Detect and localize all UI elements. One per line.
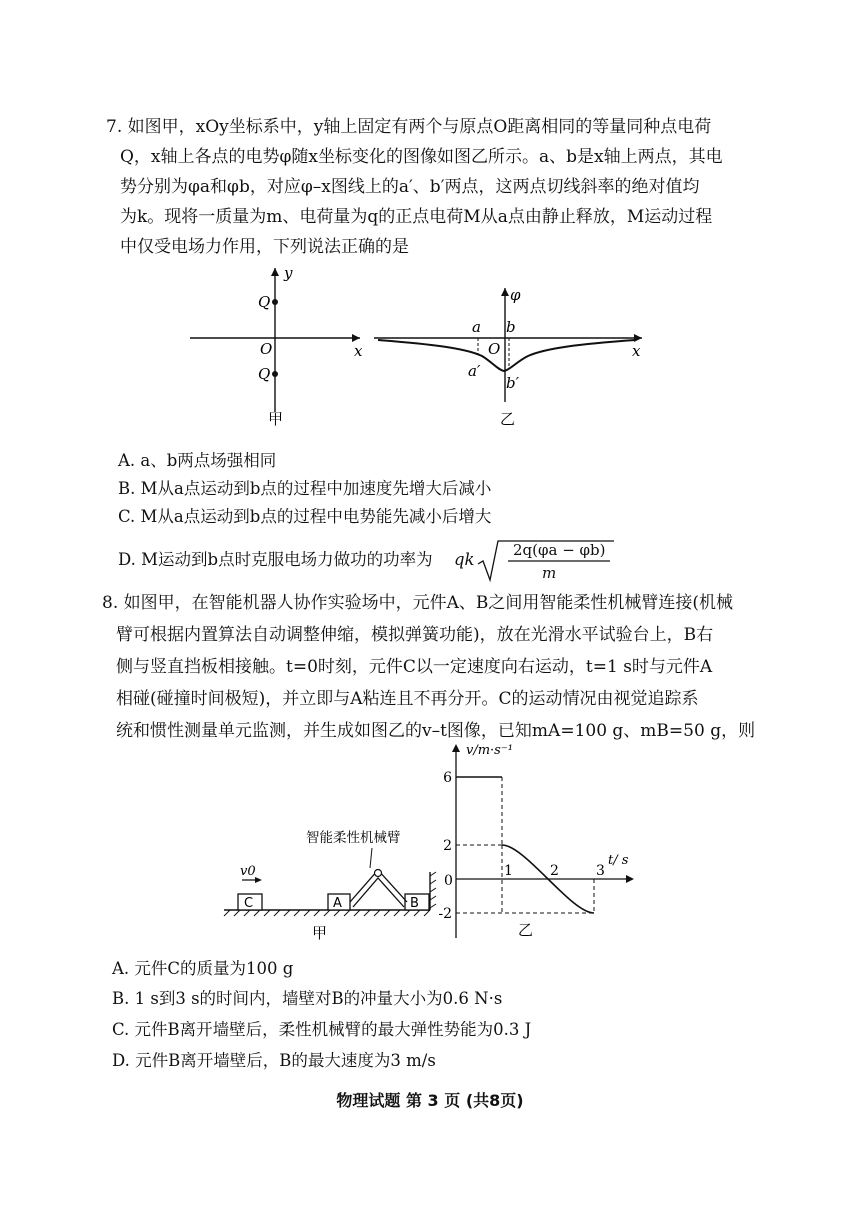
y-tick-label: 2: [443, 838, 452, 854]
q7-figure-yi: [370, 282, 650, 432]
y-tick-label: -2: [438, 906, 452, 922]
q8-option-d[interactable]: D. 元件B离开墙壁后，B的最大速度为3 m/s: [112, 1051, 436, 1070]
q8-figure-jia: [220, 820, 440, 940]
arm-label: 智能柔性机械臂: [306, 830, 401, 846]
y-axis-label: y: [284, 264, 293, 282]
q7-line-5: 中仅受电场力作用，下列说法正确的是: [120, 237, 409, 257]
q7-figure-jia: [180, 262, 370, 432]
q7-option-a[interactable]: A. a、b两点场强相同: [118, 451, 277, 470]
x-tick-label: 3: [596, 863, 605, 879]
q8-line-4: 相碰(碰撞时间极短)，并立即与A粘连且不再分开。C的运动情况由视觉追踪系: [116, 689, 699, 709]
q7-option-b[interactable]: B. M从a点运动到b点的过程中加速度先增大后减小: [118, 479, 492, 498]
q7-option-c[interactable]: C. M从a点运动到b点的过程中电势能先减小后增大: [118, 507, 492, 526]
q8-option-c[interactable]: C. 元件B离开墙壁后，柔性机械臂的最大弹性势能为0.3 J: [112, 1020, 532, 1039]
x-tick-label: 1: [504, 863, 513, 879]
arm-joint: [375, 870, 382, 877]
point-a-label: a: [472, 318, 481, 336]
chart-origin-label: 0: [444, 873, 453, 889]
figure-caption: 甲: [312, 924, 328, 942]
charge-bottom-label: Q: [258, 365, 271, 383]
q7-line-2: Q，x轴上各点的电势φ随x坐标变化的图像如图乙所示。a、b是x轴上两点，其电: [120, 147, 723, 167]
charge-top-label: Q: [258, 293, 271, 311]
figure-caption: 乙: [500, 410, 516, 428]
q8-option-a[interactable]: A. 元件C的质量为100 g: [112, 959, 294, 978]
arm-pointer: [370, 848, 372, 868]
x-axis-label: x: [354, 342, 363, 360]
q8-line-5: 统和惯性测量单元监测，并生成如图乙的v–t图像，已知mA=100 g、mB=50 g，则: [116, 721, 756, 741]
potential-curve: [378, 340, 635, 371]
q8-line-3: 侧与竖直挡板相接触。t=0时刻，元件C以一定速度向右运动，t=1 s时与元件A: [116, 657, 713, 677]
figure-caption: 乙: [518, 921, 534, 939]
block-a-label: A: [333, 896, 342, 911]
fraction-numerator: 2q(φa − φb): [513, 541, 606, 559]
q7-line-3: 势分别为φa和φb，对应φ–x图线上的a′、b′两点，这两点切线斜率的绝对值均: [120, 177, 700, 197]
q8-vt-chart: [440, 740, 640, 945]
y-axis-label: v/m·s⁻¹: [466, 743, 513, 758]
figure-caption: 甲: [268, 410, 284, 428]
option-d-text: D. M运动到b点时克服电场力做功的功率为: [118, 550, 433, 569]
table-hatch: [224, 910, 430, 916]
wall-hatch: [430, 872, 436, 908]
fraction-denominator: m: [542, 564, 557, 582]
point-b-label: b: [506, 318, 516, 336]
origin-label: O: [260, 340, 273, 358]
q7-line-1: 7. 如图甲，xOy坐标系中，y轴上固定有两个与原点O距离相同的等量同种点电荷: [106, 117, 712, 137]
q7-line-4: 为k。现将一质量为m、电荷量为q的正点电荷M从a点由静止释放，M运动过程: [120, 207, 713, 227]
origin-label: O: [488, 340, 501, 358]
x-tick-label: 2: [550, 863, 559, 879]
option-d-qk: qk: [454, 550, 475, 569]
robotic-arm-inner: [353, 878, 404, 907]
block-c-label: C: [244, 896, 254, 911]
charge-bottom-dot: [272, 371, 278, 377]
v0-label: v0: [240, 864, 256, 879]
page-footer: 物理试题 第 3 页 (共8页): [336, 1091, 524, 1110]
x-axis-label: x: [632, 342, 641, 360]
x-axis-label: t/ s: [608, 853, 629, 868]
q8-option-b[interactable]: B. 1 s到3 s的时间内，墙壁对B的冲量大小为0.6 N·s: [112, 989, 503, 1008]
block-b-label: B: [410, 896, 419, 911]
y-tick-label: 6: [443, 770, 452, 786]
q8-line-1: 8. 如图甲，在智能机器人协作实验场中，元件A、B之间用智能柔性机械臂连接(机械: [102, 593, 734, 613]
phi-axis-label: φ: [510, 286, 521, 304]
q8-line-2: 臂可根据内置算法自动调整伸缩，模拟弹簧功能)，放在光滑水平试验台上，B右: [116, 625, 714, 645]
charge-top-dot: [272, 299, 278, 305]
point-b-prime-label: b′: [506, 374, 520, 392]
point-a-prime-label: a′: [468, 362, 481, 380]
